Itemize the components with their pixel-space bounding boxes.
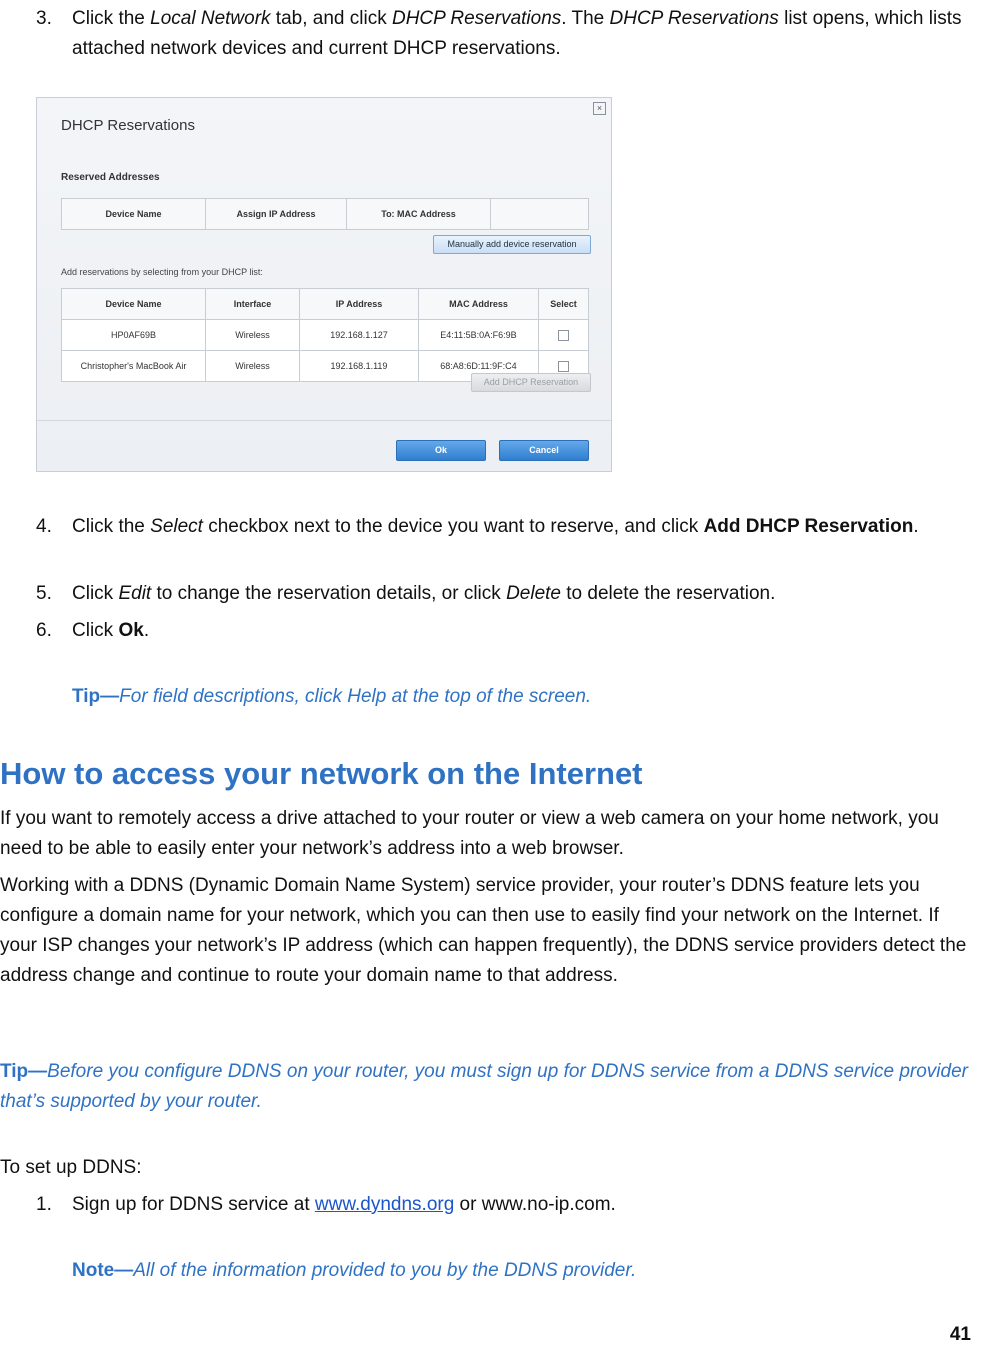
column-header xyxy=(491,199,589,230)
add-dhcp-reservation-button[interactable]: Add DHCP Reservation xyxy=(471,373,591,392)
ip-address-cell: 192.168.1.127 xyxy=(300,320,419,351)
ip-address-cell: 192.168.1.119 xyxy=(300,351,419,382)
step-number: 4. xyxy=(36,516,52,537)
column-header: MAC Address xyxy=(419,289,539,320)
tip-callout: Tip—For field descriptions, click Help at the top of the screen. xyxy=(72,686,592,707)
column-header: Device Name xyxy=(62,199,206,230)
column-header: Interface xyxy=(206,289,300,320)
section-heading: How to access your network on the Internet xyxy=(0,756,643,791)
column-header: Device Name xyxy=(62,289,206,320)
paragraph: If you want to remotely access a drive attached to your router or view a web camera on your home network, you need to be able to easily enter your network’s address into a web browser. xyxy=(0,808,939,859)
reserved-addresses-table xyxy=(61,198,589,230)
step-number: 5. xyxy=(36,583,52,604)
table-header-row xyxy=(62,199,589,230)
device-name-cell: Christopher's MacBook Air xyxy=(62,351,206,382)
reserved-addresses-heading: Reserved Addresses xyxy=(61,172,160,183)
mac-address-cell: E4:11:5B:0A:F6:9B xyxy=(419,320,539,351)
table-header-row xyxy=(62,289,589,320)
step-text: Sign up for DDNS service at www.dyndns.org or www.no-ip.com. xyxy=(72,1194,616,1215)
table-row xyxy=(62,320,589,351)
select-checkbox[interactable] xyxy=(558,361,569,372)
select-cell xyxy=(539,320,589,351)
dyndns-link[interactable]: www.dyndns.org xyxy=(314,1194,455,1215)
device-name-cell: HP0AF69B xyxy=(62,320,206,351)
step-text: Click the Select checkbox next to the device you want to reserve, and click Add DHCP Reservation. xyxy=(72,516,919,537)
step-number: 1. xyxy=(36,1194,52,1215)
column-header: To: MAC Address xyxy=(347,199,491,230)
column-header: Assign IP Address xyxy=(206,199,347,230)
manually-add-reservation-button[interactable]: Manually add device reservation xyxy=(433,235,591,254)
dhcp-list-hint: Add reservations by selecting from your DHCP list: xyxy=(61,267,263,277)
mac-address-cell: 68:A8:6D:11:9F:C4 xyxy=(419,351,539,382)
select-checkbox[interactable] xyxy=(558,330,569,341)
column-header: Select xyxy=(539,289,589,320)
paragraph: Working with a DDNS (Dynamic Domain Name System) service provider, your router’s DDNS feature lets you configure a domain name for your network, which you can then use to easily find your network on the Internet. If your ISP changes your network’s IP address (which can happen frequently), the DDNS service providers detect the address change and continue to route your domain name to that address. xyxy=(0,875,967,986)
step-number: 6. xyxy=(36,620,52,641)
page-number: 41 xyxy=(949,1324,971,1345)
dhcp-reservations-screenshot xyxy=(36,97,612,472)
dialog-title: DHCP Reservations xyxy=(61,117,195,134)
interface-cell: Wireless xyxy=(206,320,300,351)
note-callout: Note—All of the information provided to you by the DDNS provider. xyxy=(72,1260,637,1281)
dialog-footer-divider xyxy=(37,420,611,421)
step-text: Click the Local Network tab, and click DHCP Reservations. The DHCP Reservations list opens, which lists attached network devices and current DHCP reservations. xyxy=(72,8,962,59)
step-text: Click Edit to change the reservation details, or click Delete to delete the reservation. xyxy=(72,583,776,604)
interface-cell: Wireless xyxy=(206,351,300,382)
tip-callout: Tip—Before you configure DDNS on your router, you must sign up for DDNS service from a DDNS service provider that’s supported by your router. xyxy=(0,1061,968,1112)
setup-intro: To set up DDNS: xyxy=(0,1157,142,1178)
step-text: Click Ok. xyxy=(72,620,150,641)
dhcp-list-table xyxy=(61,288,589,382)
ok-button[interactable]: Ok xyxy=(396,440,486,461)
step-number: 3. xyxy=(36,8,52,29)
close-icon[interactable]: × xyxy=(593,102,606,115)
column-header: IP Address xyxy=(300,289,419,320)
cancel-button[interactable]: Cancel xyxy=(499,440,589,461)
